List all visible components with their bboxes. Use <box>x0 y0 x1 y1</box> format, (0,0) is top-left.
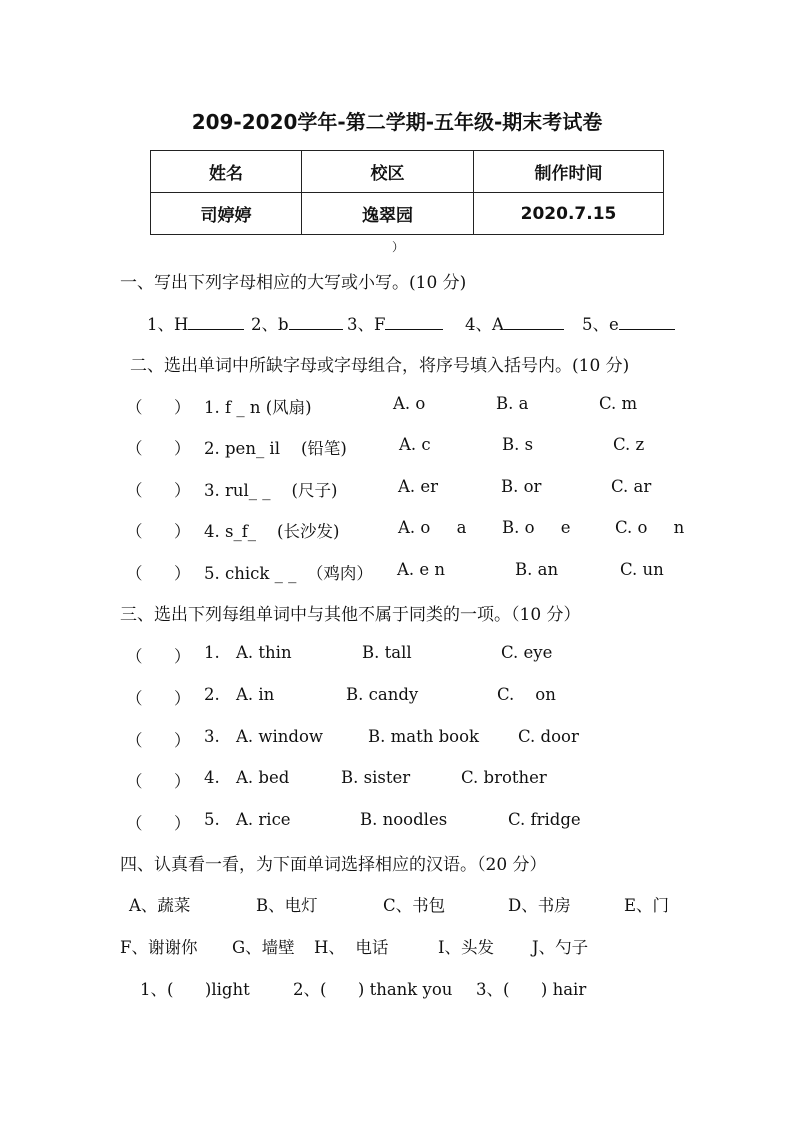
s3-option-a-4: A. bed <box>236 768 290 787</box>
info-header-row <box>151 151 664 193</box>
s2-option-b-1: B. a <box>496 394 529 413</box>
answer-paren: （ ） <box>126 772 191 791</box>
answer-paren: （ ） <box>126 731 191 750</box>
answer-paren: （ ） <box>126 814 191 833</box>
letter-item-5: 5、e <box>582 311 675 335</box>
s4-item-3: 3、( ) hair <box>476 980 587 999</box>
s2-option-a-3: A. er <box>398 477 439 496</box>
header-campus: 校区 <box>302 151 474 193</box>
letter-item-1: 1、H <box>147 311 244 335</box>
header-date: 制作时间 <box>474 151 664 193</box>
section3-heading: 三、选出下列每组单词中与其他不属于同类的一项。（10 分） <box>120 605 581 625</box>
s2-option-c-1: C. m <box>599 394 638 413</box>
s2-question-4: 4. s_f_ (长沙发) <box>204 522 340 541</box>
s4-option-f: F、谢谢你 <box>120 938 198 957</box>
s2-option-c-5: C. un <box>620 560 664 579</box>
exam-title: 209-2020学年-第二学期-五年级-期末考试卷 <box>191 110 603 134</box>
letter-item-2: 2、b <box>251 311 343 335</box>
answer-paren: （ ） <box>126 439 191 458</box>
s3-option-c-3: C. door <box>518 727 579 746</box>
s2-option-b-2: B. s <box>502 435 534 454</box>
s2-question-3: 3. rul_ _ (尺子) <box>204 481 338 500</box>
s2-option-b-3: B. or <box>501 477 542 496</box>
stray-mark: ） <box>392 240 405 254</box>
header-name: 姓名 <box>151 151 302 193</box>
s3-option-a-5: A. rice <box>236 810 291 829</box>
s4-option-c: C、书包 <box>383 896 446 915</box>
letter-item-4: 4、A <box>465 311 564 335</box>
s2-option-c-3: C. ar <box>611 477 652 496</box>
answer-paren: （ ） <box>126 689 191 708</box>
answer-paren: （ ） <box>126 647 191 666</box>
s2-option-a-5: A. e n <box>397 560 446 579</box>
s3-number-1: 1. <box>204 643 220 662</box>
s2-question-1: 1. f _ n (风扇) <box>204 398 312 417</box>
s3-option-c-2: C. on <box>497 685 556 704</box>
answer-paren: （ ） <box>126 398 191 417</box>
s2-option-c-4: C. o n <box>615 518 685 537</box>
section4-heading: 四、认真看一看，为下面单词选择相应的汉语。（20 分） <box>120 855 547 875</box>
s2-option-a-4: A. o a <box>398 518 467 537</box>
s4-option-b: B、电灯 <box>256 896 318 915</box>
s3-option-b-5: B. noodles <box>360 810 448 829</box>
value-date: 2020.7.15 <box>474 193 664 235</box>
s3-number-3: 3. <box>204 727 220 746</box>
s3-option-a-1: A. thin <box>236 643 292 662</box>
s4-option-i: I、头发 <box>438 938 495 957</box>
s3-option-c-5: C. fridge <box>508 810 581 829</box>
s4-option-j: J、勺子 <box>532 938 589 957</box>
s2-option-c-2: C. z <box>613 435 645 454</box>
s3-option-c-4: C. brother <box>461 768 547 787</box>
s2-question-5: 5. chick _ _ （鸡肉） <box>204 564 373 583</box>
s4-item-2: 2、( ) thank you <box>293 980 453 999</box>
section2-heading: 二、选出单词中所缺字母或字母组合，将序号填入括号内。(10 分) <box>130 356 630 376</box>
s4-option-d: D、书房 <box>508 896 571 915</box>
s2-option-a-1: A. o <box>393 394 426 413</box>
s4-item-1: 1、( )light <box>140 980 250 999</box>
s3-option-b-3: B. math book <box>368 727 480 746</box>
info-table <box>150 150 664 235</box>
s2-question-2: 2. pen_ il (铅笔) <box>204 439 347 458</box>
answer-paren: （ ） <box>126 481 191 500</box>
s4-option-h: H、 电话 <box>314 938 389 957</box>
section1-heading: 一、写出下列字母相应的大写或小写。(10 分) <box>120 273 467 293</box>
s3-option-a-3: A. window <box>236 727 324 746</box>
s4-option-g: G、墙壁 <box>232 938 295 957</box>
s3-option-b-2: B. candy <box>346 685 419 704</box>
value-campus: 逸翠园 <box>302 193 474 235</box>
s2-option-b-4: B. o e <box>502 518 571 537</box>
s3-option-b-4: B. sister <box>341 768 411 787</box>
answer-paren: （ ） <box>126 564 191 583</box>
s3-number-4: 4. <box>204 768 220 787</box>
s3-number-5: 5. <box>204 810 220 829</box>
value-name: 司婷婷 <box>151 193 302 235</box>
s3-number-2: 2. <box>204 685 220 704</box>
answer-paren: （ ） <box>126 522 191 541</box>
s4-option-a: A、蔬菜 <box>129 896 191 915</box>
s3-option-a-2: A. in <box>236 685 275 704</box>
s2-option-b-5: B. an <box>515 560 559 579</box>
s3-option-b-1: B. tall <box>362 643 412 662</box>
info-value-row <box>151 193 664 235</box>
s2-option-a-2: A. c <box>399 435 431 454</box>
s3-option-c-1: C. eye <box>501 643 553 662</box>
s4-option-e: E、门 <box>624 896 670 915</box>
letter-item-3: 3、F <box>347 311 443 335</box>
